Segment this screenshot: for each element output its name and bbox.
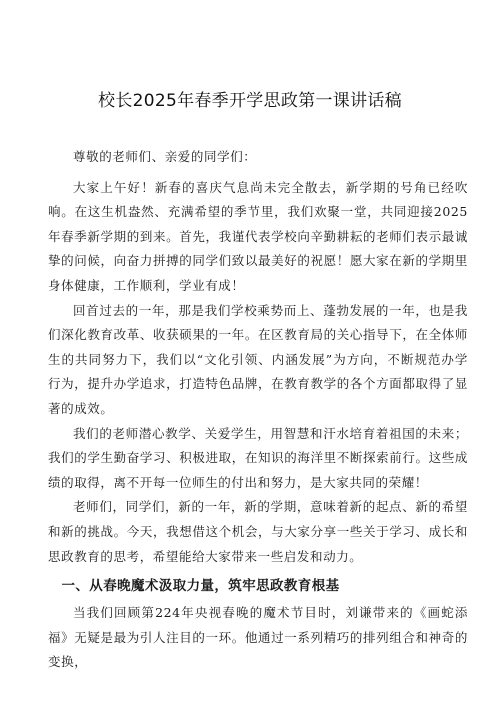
- paragraph-review: 回首过去的一年，那是我们学校乘势而上、蓬勃发展的一年，也是我们深化教育改革、收获硕果的一年。在区教育局的关心指导下，在全体师生的共同努力下，我们以“文化引领、内涵发展”为方向，不断规范办学行为，提升办学追求，打造特色品牌，在教育教学的各个方面都取得了显著的成效。: [48, 302, 468, 416]
- salutation: 尊敬的老师们、亲爱的同学们：: [73, 149, 257, 164]
- paragraph-new-semester: 老师们，同学们，新的一年，新的学期，意味着新的起点、新的希望和新的挑战。今天，我想借这个机会，与大家分享一些关于学习、成长和思政教育的思考，希望能给大家带来一些启发和动力。: [48, 499, 468, 564]
- paragraph-achievements: 我们的老师潜心教学、关爱学生，用智慧和汗水培育着祖国的未来；我们的学生勤奋学习、积极进取，在知识的海洋里不断探索前行。这些成绩的取得，离不开每一位师生的付出和努力，是大家共同的荣耀！: [48, 425, 468, 490]
- document-body: [48, 145, 468, 675]
- section-paragraph: 当我们回顾第224年央视春晚的魔术节目时，刘谦带来的《画蛇添福》无疑是最为引人注目的一环。他通过一系列精巧的排列组合和神奇的变换，: [48, 605, 468, 670]
- document-title: 校长2025年春季开学思政第一课讲话稿: [98, 91, 402, 111]
- paragraph-greeting: 大家上午好！新春的喜庆气息尚未完全散去，新学期的号角已经吹响。在这生机盎然、充满希望的季节里，我们欢聚一堂，共同迎接2025年春季新学期的到来。首先，我谨代表学校向辛勤耕耘的老师们表示最诚挚的问候，向奋力拼搏的同学们致以最美好的祝愿！愿大家在新的学期里身体健康，工作顺利，学业有成！: [48, 179, 468, 293]
- section-heading: 一、从春晚魔术汲取力量，筑牢思政教育根基: [61, 578, 340, 595]
